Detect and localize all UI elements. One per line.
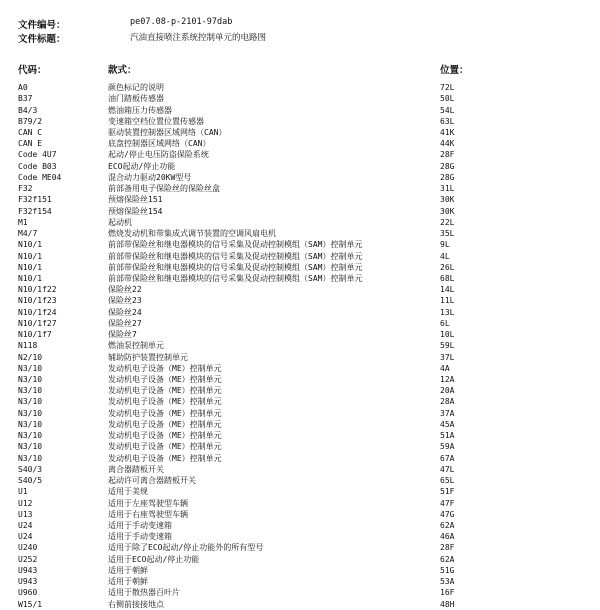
table-row: [0, 486, 600, 497]
table-row: [0, 464, 600, 475]
component-code: S40/3: [18, 464, 43, 474]
component-code: N2/10: [18, 352, 43, 362]
component-code: F32f151: [18, 195, 52, 205]
component-name: 变速箱空档位置位置传感器: [108, 116, 204, 126]
table-row: [0, 307, 600, 318]
table-row: [0, 453, 600, 464]
component-location: 62A: [440, 521, 455, 530]
component-location: 59A: [440, 442, 455, 452]
component-name: 前部备用电子保险丝的保险丝盒: [108, 184, 220, 194]
component-location: 12A: [440, 375, 455, 384]
component-name: 辅助防护装置控制单元: [108, 352, 188, 362]
component-location: 62A: [440, 554, 455, 564]
table-row: [0, 599, 600, 610]
component-location: 68L: [440, 273, 455, 283]
component-location: 46A: [440, 532, 455, 542]
component-code: N3/10: [18, 419, 43, 429]
component-location: 30K: [440, 206, 455, 216]
component-location: 28G: [440, 172, 455, 182]
component-name: 发动机电子设备（ME）控制单元: [108, 386, 222, 396]
component-code: N10/1: [18, 251, 43, 261]
component-name: 前部带保险丝和继电器模块的信号采集及促动控制模组（SAM）控制单元: [108, 262, 363, 272]
component-code: N3/10: [18, 431, 43, 441]
table-row: [0, 138, 600, 149]
doc-title-value: 汽油直接喷注系统控制单元的电路图: [130, 33, 267, 43]
component-location: 54L: [440, 105, 455, 115]
component-name: 预熔保险丝151: [108, 195, 163, 205]
component-code: N10/1: [18, 273, 43, 283]
component-name: 发动机电子设备（ME）控制单元: [108, 363, 222, 373]
component-location: 28F: [440, 150, 455, 160]
table-row: [0, 419, 600, 430]
table-row: [0, 587, 600, 598]
component-name: 适用于手动变速箱: [108, 532, 172, 542]
component-name: 适用于美规: [108, 487, 148, 497]
component-name: 适用于散热器百叶片: [108, 588, 180, 598]
component-location: 72L: [440, 83, 455, 92]
component-name: 发动机电子设备（ME）控制单元: [108, 375, 222, 384]
table-row: [0, 93, 600, 104]
component-name: ECO起动/停止功能: [108, 161, 176, 171]
component-name: 保险丝27: [108, 318, 142, 328]
component-code: A0: [18, 83, 28, 92]
component-location: 13L: [440, 307, 455, 317]
component-location: 11L: [440, 296, 455, 306]
table-row: [0, 352, 600, 363]
component-location: 59L: [440, 341, 455, 351]
component-name: 起动/停止电压防盗保险系统: [108, 150, 209, 160]
component-code: N3/10: [18, 363, 43, 373]
component-code: N10/1f24: [18, 307, 57, 317]
component-name: 油门踏板传感器: [108, 94, 164, 104]
component-code: U24: [18, 521, 33, 530]
component-location: 16F: [440, 588, 455, 598]
component-location: 67A: [440, 453, 455, 463]
component-location: 28G: [440, 161, 455, 171]
table-row: [0, 295, 600, 306]
component-code: CAN C: [18, 127, 43, 137]
component-location: 26L: [440, 262, 455, 272]
component-location: 45A: [440, 419, 455, 429]
table-row: [0, 576, 600, 587]
component-location: 28F: [440, 543, 455, 553]
component-code: N10/1f23: [18, 296, 57, 306]
component-name: 发动机电子设备（ME）控制单元: [108, 431, 222, 441]
doc-number-label: 文件编号：: [18, 20, 66, 31]
component-code: N3/10: [18, 453, 43, 463]
component-name: 发动机电子设备（ME）控制单元: [108, 453, 222, 463]
component-name: 燃烧发动机和带集成式调节装置的空调风扇电机: [108, 229, 276, 238]
component-location: 65L: [440, 476, 455, 486]
component-name: 右侧前接接地点: [108, 599, 164, 609]
component-code: U1: [18, 487, 28, 497]
table-row: [0, 318, 600, 329]
component-name: 燃油箱压力传感器: [108, 105, 172, 115]
component-location: 9L: [440, 240, 450, 250]
component-location: 48H: [440, 599, 455, 609]
component-code: M4/7: [18, 229, 38, 238]
component-location: 53A: [440, 577, 455, 587]
table-row: [0, 475, 600, 486]
component-location: 51G: [440, 565, 455, 575]
component-name: 发动机电子设备（ME）控制单元: [108, 442, 222, 452]
component-name: 适用于朝鲜: [108, 565, 148, 575]
table-row: [0, 408, 600, 419]
component-name: 混合动力驱动20KW型号: [108, 172, 192, 182]
component-location: 50L: [440, 94, 455, 104]
component-code: N3/10: [18, 375, 43, 384]
doc-title-label: 文件标题：: [18, 34, 66, 45]
table-row: [0, 251, 600, 262]
table-row: [0, 262, 600, 273]
table-row: [0, 239, 600, 250]
table-row: [0, 82, 600, 93]
table-row: [0, 284, 600, 295]
component-code: N10/1f22: [18, 285, 57, 295]
table-row: [0, 385, 600, 396]
component-name: 适用于朝鲜: [108, 577, 148, 587]
component-location: 41K: [440, 127, 455, 137]
component-location: 35L: [440, 229, 455, 238]
component-location: 51A: [440, 431, 455, 441]
component-name: 发动机电子设备（ME）控制单元: [108, 419, 222, 429]
component-location: 14L: [440, 285, 455, 295]
table-row: [0, 194, 600, 205]
table-row: [0, 116, 600, 127]
component-name: 适用于除了ECO起动/停止功能外的所有型号: [108, 543, 264, 553]
component-location: 22L: [440, 217, 455, 227]
table-row: [0, 105, 600, 116]
component-code: Code ME04: [18, 172, 62, 182]
component-code: Code B03: [18, 161, 57, 171]
component-name: 适用于ECO起动/停止功能: [108, 554, 200, 564]
component-location: 47G: [440, 509, 455, 519]
component-name: 保险丝23: [108, 296, 142, 306]
component-name: 前部带保险丝和继电器模块的信号采集及促动控制模组（SAM）控制单元: [108, 240, 363, 250]
table-row: [0, 565, 600, 576]
table-row: [0, 554, 600, 565]
component-location: 10L: [440, 330, 455, 340]
component-code: N3/10: [18, 442, 43, 452]
component-code: U943: [18, 577, 38, 587]
component-name: 发动机电子设备（ME）控制单元: [108, 408, 222, 418]
table-row: [0, 441, 600, 452]
component-name: 预熔保险丝154: [108, 206, 163, 216]
component-name: 前部带保险丝和继电器模块的信号采集及促动控制模组（SAM）控制单元: [108, 251, 363, 261]
component-name: 燃油泵控制单元: [108, 341, 164, 351]
component-name: 保险丝22: [108, 285, 142, 295]
table-row: [0, 172, 600, 183]
doc-title-row: [0, 31, 600, 45]
column-header-code: 代码：: [18, 65, 47, 76]
component-name: 底盘控制器区域网络（CAN）: [108, 139, 211, 149]
component-location: 44K: [440, 139, 455, 149]
table-row: [0, 542, 600, 553]
component-location: 4L: [440, 251, 450, 261]
table-row: [0, 149, 600, 160]
table-row: [0, 430, 600, 441]
component-name: 适用于右座驾驶型车辆: [108, 509, 188, 519]
component-code: S40/5: [18, 476, 43, 486]
component-code: U24: [18, 532, 33, 542]
component-code: B79/2: [18, 116, 43, 126]
component-code: N3/10: [18, 408, 43, 418]
table-row: [0, 498, 600, 509]
component-code: U13: [18, 509, 33, 519]
component-code: U960: [18, 588, 38, 598]
component-code: N10/1: [18, 262, 43, 272]
component-location: 4A: [440, 363, 450, 373]
component-name: 保险丝7: [108, 330, 137, 340]
table-row: [0, 273, 600, 284]
component-name: 发动机电子设备（ME）控制单元: [108, 397, 222, 407]
component-code: N10/1f7: [18, 330, 52, 340]
table-row: [0, 520, 600, 531]
table-row: [0, 206, 600, 217]
component-name: 适用于左座驾驶型车辆: [108, 498, 188, 508]
component-code: N10/1: [18, 240, 43, 250]
table-row: [0, 183, 600, 194]
component-code: N118: [18, 341, 38, 351]
component-location: 47L: [440, 464, 455, 474]
component-code: N3/10: [18, 397, 43, 407]
component-location: 20A: [440, 386, 455, 396]
component-code: B37: [18, 94, 33, 104]
component-location: 51F: [440, 487, 455, 497]
doc-number-value: pe07.08-p-2101-97dab: [130, 17, 233, 27]
table-row: [0, 127, 600, 138]
component-code: N10/1f27: [18, 318, 57, 328]
component-location: 28A: [440, 397, 455, 407]
component-code: M1: [18, 217, 28, 227]
component-name: 适用于手动变速箱: [108, 521, 172, 530]
component-location: 63L: [440, 116, 455, 126]
doc-number-row: [0, 17, 600, 31]
table-row: [0, 363, 600, 374]
component-name: 起动机: [108, 217, 132, 227]
component-location: 37A: [440, 408, 455, 418]
component-location: 30K: [440, 195, 455, 205]
component-code: Code 4U7: [18, 150, 57, 160]
table-row: [0, 329, 600, 340]
component-name: 起动许可离合器踏板开关: [108, 476, 196, 486]
component-location: 37L: [440, 352, 455, 362]
component-name: 离合器踏板开关: [108, 464, 164, 474]
component-name: 驱动装置控制器区域网络（CAN）: [108, 127, 227, 137]
column-header-name: 款式：: [108, 65, 137, 76]
table-row: [0, 217, 600, 228]
component-code: U240: [18, 543, 38, 553]
component-name: 前部带保险丝和继电器模块的信号采集及促动控制模组（SAM）控制单元: [108, 273, 363, 283]
component-name: 颜色标记的说明: [108, 83, 164, 92]
table-row: [0, 228, 600, 239]
table-row: [0, 531, 600, 542]
component-code: F32: [18, 184, 33, 194]
component-location: 47F: [440, 498, 455, 508]
component-code: B4/3: [18, 105, 38, 115]
component-code: CAN E: [18, 139, 43, 149]
table-row: [0, 340, 600, 351]
table-header: [0, 62, 600, 76]
component-code: U252: [18, 554, 38, 564]
component-code: N3/10: [18, 386, 43, 396]
table-row: [0, 161, 600, 172]
column-header-location: 位置：: [440, 65, 469, 76]
table-row: [0, 396, 600, 407]
component-name: 保险丝24: [108, 307, 142, 317]
table-row: [0, 374, 600, 385]
component-location: 31L: [440, 184, 455, 194]
component-code: U12: [18, 498, 33, 508]
component-code: F32f154: [18, 206, 52, 216]
component-location: 6L: [440, 318, 450, 328]
component-code: U943: [18, 565, 38, 575]
component-code: W15/1: [18, 599, 43, 609]
table-row: [0, 509, 600, 520]
